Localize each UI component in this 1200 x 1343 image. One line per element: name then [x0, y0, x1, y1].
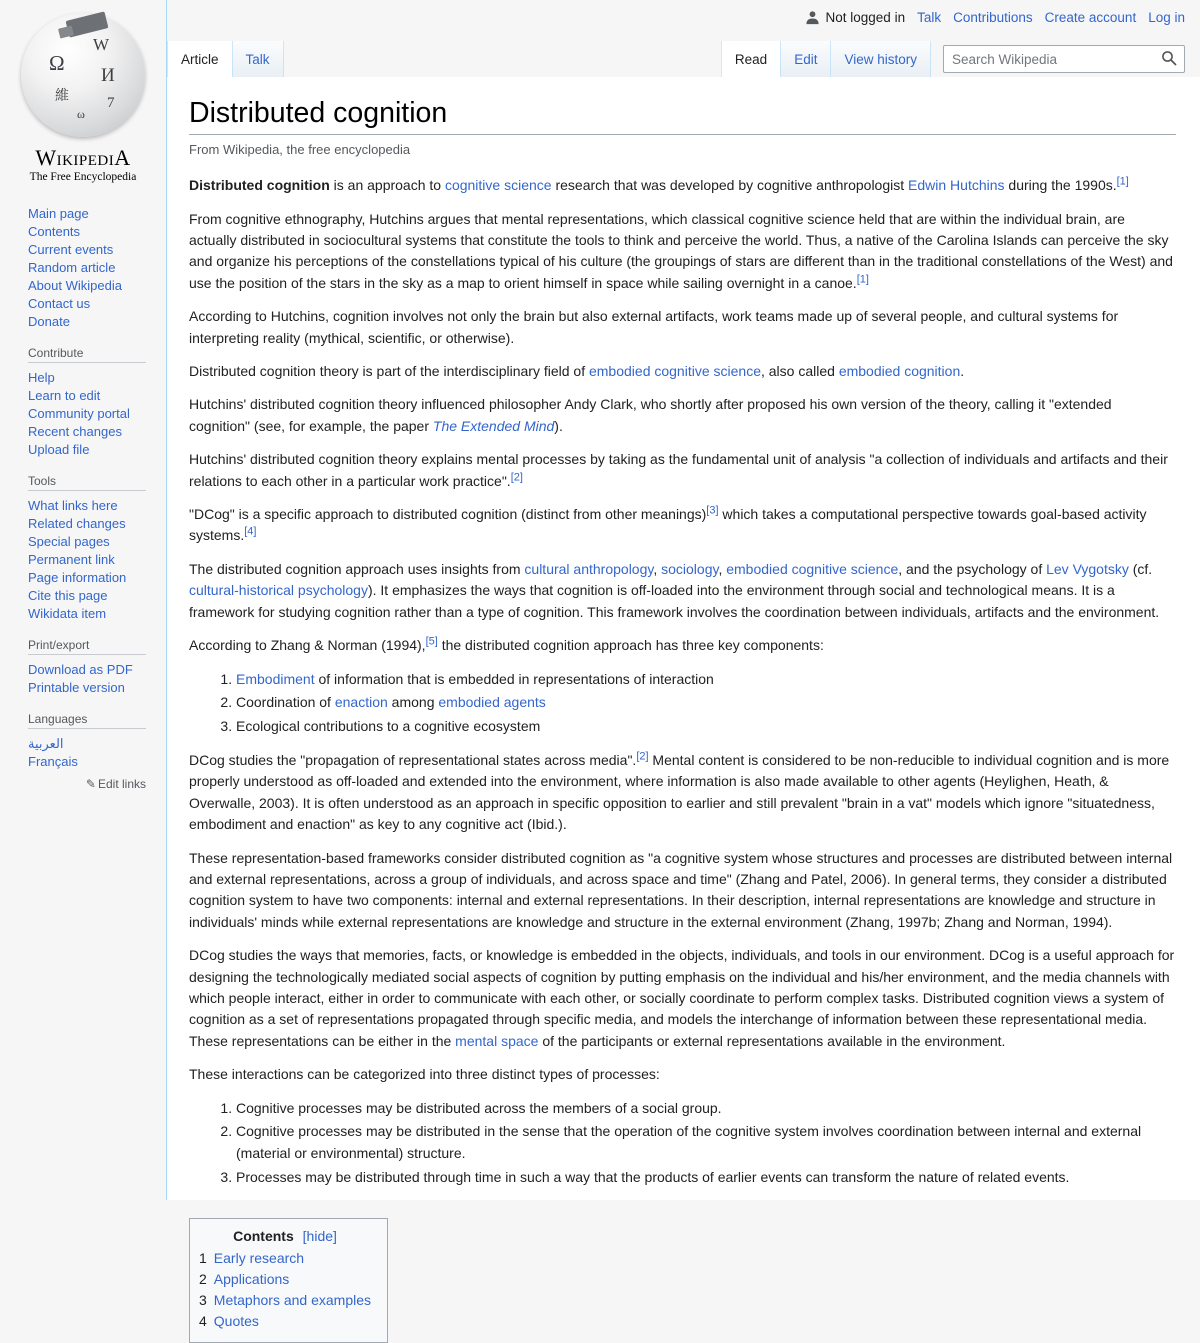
sidebar-link[interactable]: About Wikipedia [28, 278, 122, 293]
page-title: Distributed cognition [189, 96, 1176, 135]
namespace-tabs [167, 41, 284, 77]
sidebar-item [28, 533, 166, 551]
reference-anchor[interactable]: [1] [856, 273, 869, 286]
sidebar-item [28, 569, 166, 587]
reference-anchor[interactable]: [4] [244, 525, 257, 538]
toc-number: 2 [199, 1270, 207, 1287]
wiki-link[interactable]: cultural anthropology [524, 560, 654, 577]
wiki-link[interactable]: Edwin Hutchins [908, 177, 1005, 194]
paragraph: "DCog" is a specific approach to distributed cognition (distinct from other meanings)[3] which takes a computational perspective towards goal-based activity systems.[4] [189, 504, 1147, 544]
search-icon[interactable] [1161, 50, 1177, 66]
reference-link[interactable] [426, 635, 438, 647]
edit-links-label: Edit links [97, 777, 146, 791]
sidebar-item [28, 405, 166, 423]
wiki-link[interactable]: Embodiment [236, 670, 315, 687]
sidebar-item [28, 753, 166, 771]
views-and-search [721, 41, 1185, 77]
list-item: 2. Cognitive processes may be distributed in the sense that the operation of the cognitive system involves coordination between internal and external (material or environmental) structure. [236, 1121, 1176, 1165]
toc-list [199, 1251, 371, 1328]
sidebar-item [28, 515, 166, 533]
reference-link[interactable] [244, 526, 256, 538]
wiki-link[interactable]: embodied agents [438, 694, 546, 711]
tab-edit[interactable]: Edit [780, 41, 830, 77]
header-tab-bar [167, 41, 1200, 78]
sidebar-link[interactable]: Special pages [28, 534, 110, 549]
paragraph: According to Hutchins, cognition involves not only the brain but also external artifacts, work teams made up of several people, and cultural systems for interpreting reality (mythical, scientific, or otherwise). [189, 308, 1119, 346]
list-item: 2. Coordination of enaction among embodied agents [236, 692, 1176, 714]
list-item: 3. Ecological contributions to a cognitive ecosystem [236, 716, 1176, 738]
toc-link[interactable]: Quotes [213, 1312, 259, 1329]
sidebar-link[interactable]: Contact us [28, 296, 91, 311]
view-tabs [721, 41, 931, 77]
sidebar-item [28, 205, 166, 223]
sidebar-item [28, 241, 166, 259]
sidebar-item [28, 313, 166, 331]
paragraph: Hutchins' distributed cognition theory influenced philosopher Andy Clark, who shortly after proposed his own version of the theory, calling it "extended cognition" (see, for example, the paper The Extended Mind). [189, 396, 1112, 434]
wikipedia-logo[interactable] [0, 0, 166, 183]
wiki-link[interactable]: embodied cognitive science [588, 363, 761, 380]
paragraph: Distributed cognition theory is part of the interdisciplinary field of embodied cognitive science, also called embodied cognition. [189, 363, 965, 380]
toc-link[interactable]: Early research [213, 1249, 305, 1266]
sidebar-link[interactable]: Random article [28, 260, 116, 275]
sidebar-item [28, 661, 166, 679]
toc-item [199, 1272, 371, 1286]
toc-link[interactable]: Applications [213, 1270, 290, 1287]
reference-link[interactable] [1117, 176, 1129, 188]
sidebar-heading-contribute: Contribute [28, 346, 146, 363]
paragraph: These interactions can be categorized into three distinct types of processes: [189, 1066, 660, 1083]
globe-glyph: 7 [107, 95, 115, 111]
sidebar-link[interactable]: Current events [28, 242, 114, 257]
reference-anchor[interactable]: [2] [510, 471, 523, 483]
wiki-link[interactable]: sociology [661, 560, 719, 577]
personal-link-log-in[interactable]: Log in [1148, 10, 1185, 25]
personal-link-contributions[interactable]: Contributions [953, 10, 1033, 25]
site-subtitle: From Wikipedia, the free encyclopedia [189, 142, 411, 158]
globe-glyph: И [101, 65, 115, 86]
sidebar-link[interactable]: Help [28, 370, 55, 385]
sidebar-item [28, 605, 166, 623]
reference-anchor[interactable]: [2] [636, 750, 649, 763]
sidebar-link[interactable]: Main page [28, 206, 89, 221]
bold-term: Distributed cognition [189, 177, 330, 194]
toc-link[interactable]: Metaphors and examples [213, 1291, 371, 1308]
sidebar-item [28, 587, 166, 605]
wiki-link[interactable]: cultural-historical psychology [189, 582, 368, 599]
sidebar-heading-tools: Tools [28, 474, 146, 491]
edit-links[interactable] [28, 777, 146, 791]
reference-link[interactable] [511, 471, 523, 483]
paragraph: The distributed cognition approach uses insights from cultural anthropology, sociology, embodied cognitive science, and the psychology of Lev Vygotsky (cf. cultural-historical psychology). It emphasizes the ways that cognition is off-loaded into the environment through social and technological means. It is a framework for studying cognition rather than a type of cognition. This framework involves the coordination between individuals, artifacts and the environment. [189, 560, 1160, 620]
sidebar-item [28, 441, 166, 459]
globe-glyph: ω [77, 107, 85, 121]
sidebar-item [28, 277, 166, 295]
reference-link[interactable] [636, 750, 648, 762]
sidebar-item [28, 551, 166, 569]
tab-talk[interactable]: Talk [232, 41, 284, 77]
search-input[interactable] [943, 45, 1185, 73]
personal-link-create-account[interactable]: Create account [1044, 10, 1137, 25]
wiki-link[interactable]: embodied cognitive science [726, 560, 899, 577]
personal-link-talk[interactable]: Talk [917, 10, 942, 25]
sidebar-item [28, 259, 166, 277]
table-of-contents [189, 1218, 388, 1343]
paragraph: From cognitive ethnography, Hutchins argues that mental representations, which classical cognitive science held that are within the individual brain, are actually distributed in sociocultural systems that constitute the tools to think and perceive the world. Thus, a native of the Carolina Islands can perceive the sky and organize his perceptions of the constellations typical of his culture (the groupings of stars are different than in the traditional constellations of the West) and use the position of the stars in the sky as a map to orient himself in space while sailing overnight in a canoe.[1] [189, 210, 1173, 291]
reference-anchor[interactable]: [5] [425, 635, 438, 648]
sidebar-link[interactable]: العربية [28, 736, 64, 751]
toc-item [199, 1314, 371, 1328]
paragraph: DCog studies the "propagation of representational states across media".[2] Mental content is considered to be non-reducible to individual cognition and is more properly understood as off-loaded and extended into the environment, where information is also made available to other agents (Heylighen, Heath, & Overwalle, 2003). It is often understood as an approach in specific opposition to earlier and still prevalent "brain in a vat" models which ignore "situatedness, embodiment and enaction" as key to any cognitive act (Ibid.). [189, 750, 1170, 833]
sidebar-heading-print-export: Print/export [28, 638, 146, 655]
tab-view-history[interactable]: View history [830, 41, 931, 77]
sidebar-link[interactable]: Recent changes [28, 424, 122, 439]
wikipedia-globe-icon [21, 13, 145, 137]
tab-article[interactable]: Article [167, 41, 232, 78]
sidebar-item [28, 223, 166, 241]
list-item: 1. Cognitive processes may be distributed across the members of a social group. [236, 1098, 1176, 1120]
search-box [943, 45, 1185, 73]
sidebar-link[interactable]: Page information [28, 570, 127, 585]
sidebar-list [28, 497, 166, 623]
wikipedia-wordmark: WikipediA [35, 145, 131, 170]
sidebar-link[interactable]: Related changes [28, 516, 126, 531]
toc-hide-toggle[interactable]: [hide] [302, 1227, 337, 1244]
sidebar-heading-languages: Languages [28, 712, 146, 729]
wiki-link[interactable]: cognitive science [444, 177, 552, 194]
sidebar-link[interactable]: Learn to edit [28, 388, 101, 403]
wiki-link[interactable]: mental space [455, 1032, 539, 1049]
sidebar-link[interactable]: Download as PDF [28, 662, 133, 677]
sidebar-link[interactable]: Contents [28, 224, 81, 239]
sidebar-link[interactable]: Printable version [28, 680, 125, 695]
paragraph: These representation-based frameworks consider distributed cognition as "a cognitive system whose structures and processes are distributed between internal and external representations, across a group of individuals, and across space and time" (Zhang and Patel, 2006). In general terms, they consider a distributed cognition system to have two components: internal and external representations. In their description, internal representations are knowledge and structure in individuals' minds while external representations are knowledge and structure in the external environment (Zhang, 1997b; Zhang and Norman, 1994). [189, 849, 1173, 930]
sidebar-item [28, 295, 166, 313]
personal-bar [805, 10, 1185, 25]
main-column [166, 0, 1200, 1329]
sidebar-link[interactable]: Permanent link [28, 552, 115, 567]
sidebar-link[interactable]: Upload file [28, 442, 90, 457]
article-body [189, 175, 1176, 1189]
wikipedia-tagline: The Free Encyclopedia [29, 171, 137, 183]
login-status: Not logged in [825, 10, 906, 25]
wiki-link[interactable]: embodied cognition [838, 363, 961, 380]
wiki-link[interactable]: The Extended Mind [432, 417, 555, 434]
sidebar-item [28, 497, 166, 515]
sidebar-item [28, 679, 166, 697]
sidebar-nav [0, 183, 166, 791]
reference-anchor[interactable]: [1] [1116, 175, 1129, 188]
globe-glyph: W [93, 35, 110, 54]
paragraph: Distributed cognition is an approach to cognitive science research that was developed by cognitive anthropologist Edwin Hutchins during the 1990s.[1] [189, 175, 1129, 194]
toc-item [199, 1293, 371, 1307]
sidebar-link[interactable]: Wikidata item [28, 606, 107, 621]
sidebar-link[interactable]: What links here [28, 498, 118, 513]
sidebar-link[interactable]: Community portal [28, 406, 130, 421]
paragraph: Hutchins' distributed cognition theory explains mental processes by taking as the fundamental unit of analysis "a collection of individuals and artifacts and their relations to each other in a particular work practice".[2] [189, 451, 1168, 489]
sidebar-item [28, 387, 166, 405]
sidebar-link[interactable]: Donate [28, 314, 70, 329]
paragraph: According to Zhang & Norman (1994),[5] the distributed cognition approach has three key components: [189, 635, 824, 654]
reference-link[interactable] [857, 273, 869, 285]
sidebar-list [28, 735, 166, 771]
list-item: 1. Embodiment of information that is embedded in representations of interaction [236, 669, 1176, 691]
user-icon [805, 10, 820, 25]
numbered-list [189, 1098, 1176, 1189]
globe-glyph: Ω [49, 51, 65, 75]
tab-read[interactable]: Read [721, 41, 780, 78]
toc-title: Contents [233, 1227, 294, 1244]
toc-item [199, 1251, 371, 1265]
paragraph: DCog studies the ways that memories, facts, or knowledge is embedded in the objects, individuals, and tools in our environment. DCog is a useful approach for designing the technologically mediated social aspects of cognition by putting emphasis on the individual and his/her environment, and the media channels with which people interact, either in order to communicate with each other, or socially coordinate to perform complex tasks. Distributed cognition views a system of cognition as a set of representations propagated through specific media, and models the interchange of information between these representational media. These representations can be either in the mental space of the participants or external representations available in the environment. [189, 947, 1175, 1049]
toc-number: 1 [199, 1249, 207, 1266]
reference-link[interactable] [706, 504, 718, 516]
sidebar [0, 0, 166, 1200]
sidebar-list [28, 205, 166, 331]
sidebar-list [28, 369, 166, 459]
wiki-link[interactable]: Lev Vygotsky [1046, 560, 1129, 577]
numbered-list [189, 669, 1176, 738]
toc-number: 3 [199, 1291, 207, 1308]
wiki-link[interactable]: enaction [334, 694, 388, 711]
article-content [167, 77, 1200, 1329]
sidebar-item [28, 735, 166, 753]
globe-glyph: 維 [55, 89, 69, 104]
list-item: 3. Processes may be distributed through time in such a way that the products of earlier events can transform the nature of related events. [236, 1167, 1176, 1189]
sidebar-link[interactable]: Cite this page [28, 588, 108, 603]
sidebar-list [28, 661, 166, 697]
sidebar-item [28, 369, 166, 387]
pencil-icon: ✎ [85, 777, 96, 791]
sidebar-link[interactable]: Français [28, 754, 78, 769]
toc-header [199, 1228, 371, 1244]
sidebar-item [28, 423, 166, 441]
toc-number: 4 [199, 1312, 207, 1329]
reference-anchor[interactable]: [3] [706, 504, 719, 517]
